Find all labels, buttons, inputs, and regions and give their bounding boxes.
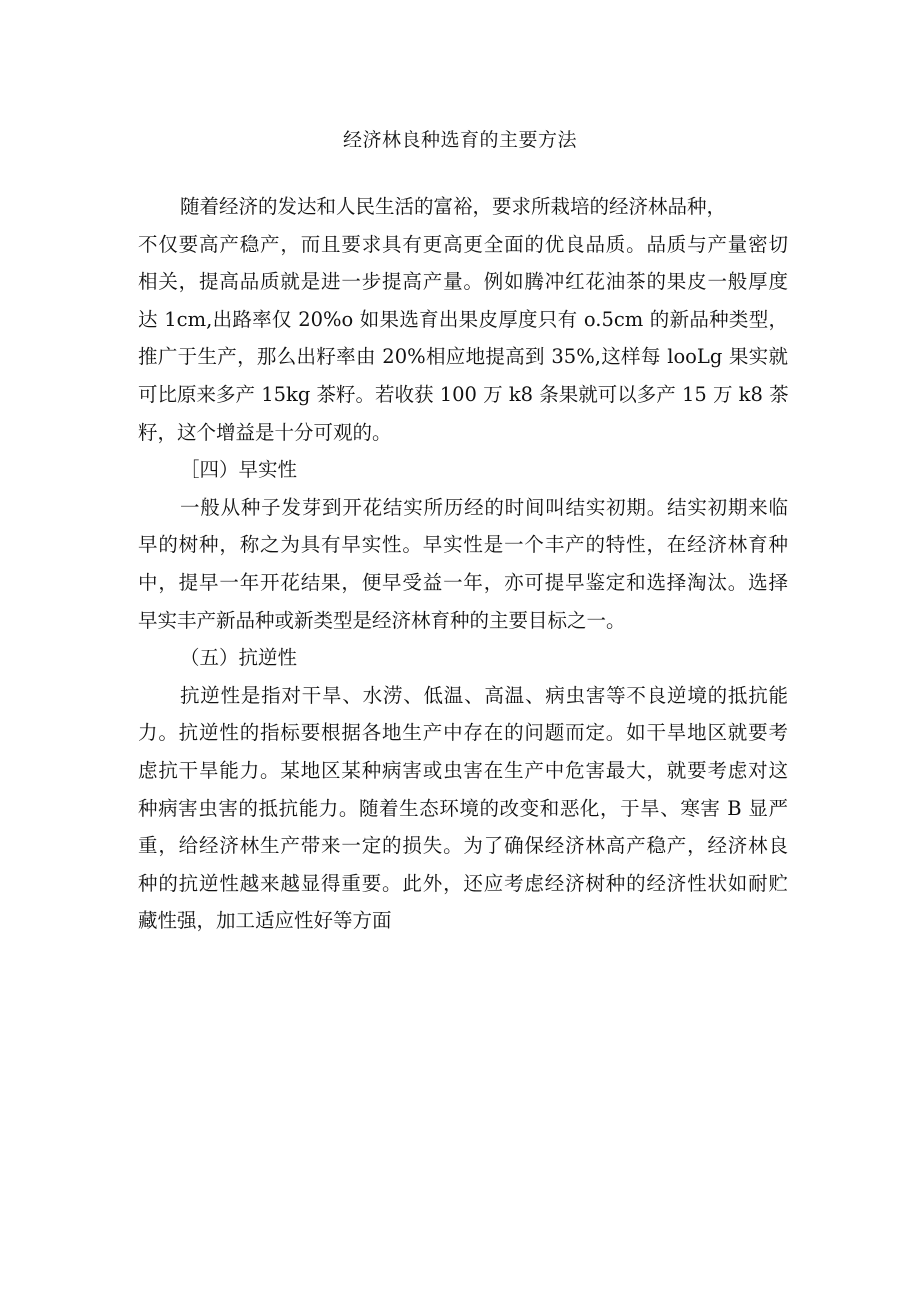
paragraph-2-line-2: 早的树种，称之为具有早实性。早实性是一个丰产的特性，在经济林育种 xyxy=(138,533,788,557)
paragraph-2-line-3: 中，提早一年开花结果，便早受益一年，亦可提早鉴定和选择淘汰。选择 xyxy=(138,570,788,594)
paragraph-2-line-4: 早实丰产新品种或新类型是经济林育种的主要目标之一。 xyxy=(138,608,626,632)
paragraph-1-line-3: 相关，提高品质就是进一步提高产量。例如腾冲红花油茶的果皮一般厚度 xyxy=(138,270,788,294)
section-heading-early-fruiting: ［四）早实性 xyxy=(180,458,298,482)
paragraph-3-line-1: 抗逆性是指对干旱、水涝、低温、高温、病虫害等不良逆境的抵抗能 xyxy=(180,683,788,707)
paragraph-1-line-1: 随着经济的发达和人民生活的富裕，要求所栽培的经济林品种， xyxy=(180,195,727,218)
paragraph-3-line-6: 种的抗逆性越来越显得重要。此外，还应考虑经济树种的经济性状如耐贮 xyxy=(138,871,788,895)
paragraph-1-line-4: 达 1cm,出路率仅 20%o 如果选育出果皮厚度只有 o.5cm 的新品种类型， xyxy=(138,307,788,331)
section-heading-stress-resistance: （五）抗逆性 xyxy=(180,646,298,670)
paragraph-1-line-7: 籽，这个增益是十分可观的。 xyxy=(138,420,392,444)
paragraph-3-line-2: 力。抗逆性的指标要根据各地生产中存在的问题而定。如干旱地区就要考 xyxy=(138,721,788,745)
paragraph-1-line-5: 推广于生产，那么出籽率由 20%相应地提高到 35%,这样每 looLg 果实就 xyxy=(138,345,788,369)
paragraph-3-line-5: 重，给经济林生产带来一定的损失。为了确保经济林高产稳产，经济林良 xyxy=(138,834,788,858)
paragraph-3-line-7: 藏性强，加工适应性好等方面 xyxy=(138,909,392,933)
document-title: 经济林良种选育的主要方法 xyxy=(342,129,577,151)
document-body xyxy=(138,188,788,940)
paragraph-1-line-6: 可比原来多产 15kg 茶籽。若收获 100 万 k8 条果就可以多产 15 万 k8 茶 xyxy=(138,382,789,406)
paragraph-1-line-2: 不仅要高产稳产，而且要求具有更高更全面的优良品质。品质与产量密切 xyxy=(138,232,788,256)
paragraph-3-line-3: 虑抗干旱能力。某地区某种病害或虫害在生产中危害最大，就要考虑对这 xyxy=(138,758,788,782)
paragraph-3-line-4: 种病害虫害的抵抗能力。随着生态环境的改变和恶化，于旱、寒害 B 显严 xyxy=(138,796,788,820)
paragraph-2-line-1: 一般从种子发芽到开花结实所历经的时间叫结实初期。结实初期来临 xyxy=(180,495,788,519)
